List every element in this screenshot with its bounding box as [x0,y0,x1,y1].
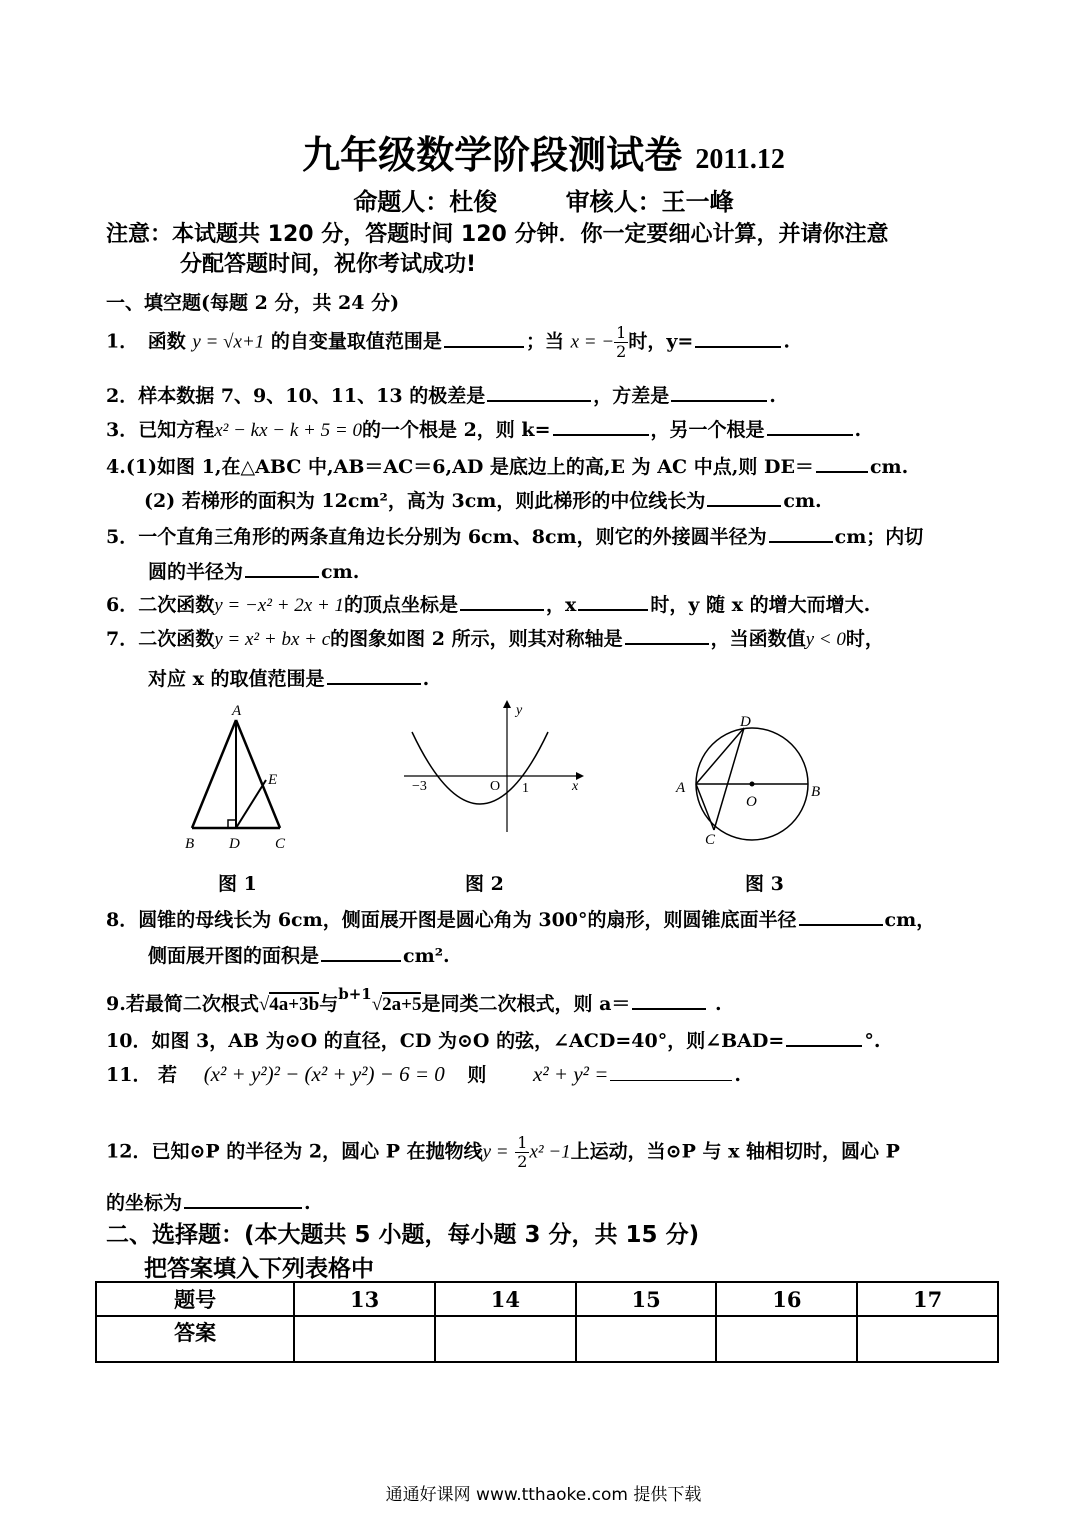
fig3-label-c: C [705,832,716,848]
q6-blank-2[interactable] [578,589,648,611]
figure-2-caption: 图 2 [465,873,504,895]
q6-blank-1[interactable] [460,589,544,611]
question-1 [106,324,790,361]
q11-text-c: . [734,1064,741,1086]
q12-frac-den: 2 [517,1152,528,1171]
fig3-label-a: A [676,780,686,796]
section2-heading: 二、选择题：(本大题共 5 小题，每小题 3 分，共 15 分) [106,1222,700,1248]
question-4-part-1 [106,451,908,479]
q9-radicand-2: 2a+5 [382,994,422,1015]
q12a-expr-b: x² −1 [529,1141,571,1163]
q9-blank[interactable] [632,988,706,1010]
fig2-label-neg3: −3 [412,779,427,794]
question-12-line-2 [106,1187,311,1215]
q1-frac-den: 2 [616,342,627,361]
q12a-expr-a: y = [482,1141,509,1163]
q9-radical-1: √4a+3b [258,994,320,1015]
question-8-line-2 [148,940,450,968]
q1-text-d: 时，y= [628,330,694,353]
notice [106,220,1006,280]
fig2-label-1: 1 [522,781,529,796]
q7b-text-b: . [422,668,430,690]
q11-text-b: 则 [467,1064,487,1086]
q4b-text-b: cm. [783,490,822,512]
q9-text-a: 9.若最简二次根式 [106,993,259,1015]
fig1-label-b: B [185,836,195,852]
fig1-label-c: C [275,836,286,852]
q3-text-d: . [854,419,862,441]
q1-text-e: . [783,330,790,353]
figure-3-circle [670,708,830,858]
q1-blank-2[interactable] [695,326,781,348]
answer-table-header-13: 13 [294,1282,435,1316]
question-2 [106,380,776,408]
q9-text-b: 与 [319,993,339,1015]
q11-text-a: 11． 若 [106,1064,178,1086]
q3-blank-1[interactable] [553,414,649,436]
q9-root-index: b+1 [338,984,372,1003]
answer-table-row-label: 答案 [96,1316,294,1362]
q6-text-c: ，x [546,594,577,616]
q1-frac-num: 1 [616,323,627,342]
section2-instruction: 把答案填入下列表格中 [144,1256,374,1282]
fig2-label-y: y [516,703,523,718]
q12-fraction [515,1134,529,1171]
q2-text-b: ，方差是 [593,385,670,407]
page-title [0,124,1087,179]
question-7-line-1 [106,623,884,651]
q3-text-b: 的一个根是 2，则 k= [361,419,551,441]
q7a-text-d: 时， [845,628,884,650]
page-footer: 通通好课网 www.tthaoke.com 提供下载 [385,1485,702,1505]
q3-text-c: ，另一个根是 [650,419,765,441]
fig1-label-d: D [229,836,240,852]
q1-expr: y = √x+1 [192,331,265,353]
q5b-text-a: 圆的半径为 [148,561,244,583]
question-8-line-1 [106,904,935,932]
question-5-line-2 [148,556,359,584]
q8b-blank[interactable] [321,940,401,962]
q5a-blank[interactable] [769,521,833,543]
q1-expr2: x = − [570,331,615,353]
notice-line-2: 分配答题时间，祝你考试成功! [180,252,477,277]
q1-text-b: 的自变量取值范围是 [270,330,442,353]
question-10 [106,1025,880,1053]
q7a-expr2: y < 0 [805,629,846,650]
q8a-text-a: 8．圆锥的母线长为 6cm，侧面展开图是圆心角为 300°的扇形，则圆锥底面半径 [106,909,797,931]
figure-1-caption: 图 1 [218,873,257,895]
answer-table-header-14: 14 [435,1282,576,1316]
q8a-text-b: cm， [884,909,936,931]
question-11 [106,1060,741,1087]
authors-line [0,182,1087,217]
answer-table-header-15: 15 [576,1282,717,1316]
fig3-label-o: O [746,794,757,810]
fig3-label-b: B [811,784,821,800]
q2-blank-2[interactable] [671,380,767,402]
q10-blank[interactable] [786,1025,862,1047]
q7b-blank[interactable] [327,663,421,685]
fig3-label-d: D [740,714,751,730]
q9-text-d: . [715,993,722,1015]
q10-text-a: 10．如图 3，AB 为⊙O 的直径，CD 为⊙O 的弦，∠ACD=40°，则∠BAD= [106,1030,785,1052]
q2-text-a: 2．样本数据 7、9、10、11、13 的极差是 [106,385,486,407]
q6-expr: y = −x² + 2x + 1 [214,595,345,616]
q7a-blank[interactable] [625,623,709,645]
fig2-label-x: x [572,779,579,794]
q12a-text-b: 上运动，当⊙P 与 x 轴相切时，圆心 P [570,1140,900,1163]
q1-text-c: ；当 [525,330,564,353]
q9-text-c: 是同类二次根式，则 a＝ [421,993,631,1015]
fig2-label-o: O [490,779,501,794]
q6-text-d: 时，y 随 x 的增大而增大. [650,594,871,616]
q9-radical-2: √2a+5 [371,994,422,1015]
answer-cell-15[interactable] [576,1316,717,1362]
q1-blank-1[interactable] [444,326,524,348]
answer-cell-13[interactable] [294,1316,435,1362]
question-6 [106,589,870,617]
answer-table [95,1281,999,1363]
notice-line-1: 注意：本试题共 120 分，答题时间 120 分钟．你一定要细心计算，并请你注意 [106,222,889,247]
q8b-text-a: 侧面展开图的面积是 [148,945,320,967]
fig1-label-e: E [268,772,278,788]
q8a-blank[interactable] [799,904,883,926]
q11-expr2: x² + y² = [533,1062,609,1086]
q12a-text-a: 12．已知⊙P 的半径为 2，圆心 P 在抛物线 [106,1140,483,1163]
figure-2-parabola [400,698,590,836]
answer-cell-17[interactable] [857,1316,998,1362]
title-text: 九年级数学阶段测试卷 [302,133,683,177]
q9-radicand-1: 4a+3b [269,994,320,1015]
question-3 [106,414,861,442]
answer-table-header-16: 16 [716,1282,857,1316]
question-4-part-2 [144,485,822,513]
q4a-text-a: 4.(1)如图 1,在△ABC 中,AB＝AC＝6,AD 是底边上的高,E 为 AC 中点,则 DE＝ [106,456,814,478]
q5b-text-b: cm. [321,561,360,583]
q5a-text-a: 5．一个直角三角形的两条直角边长分别为 6cm、8cm，则它的外接圆半径为 [106,526,767,548]
q12b-blank[interactable] [184,1187,302,1209]
q3-blank-2[interactable] [767,414,853,436]
q4a-text-b: cm. [869,456,909,478]
q4b-blank[interactable] [707,485,781,507]
q7a-text-c: ，当函数值 [710,628,806,650]
q8b-text-b: cm². [403,945,450,967]
question-5-line-1 [106,521,923,549]
answer-table-header-label: 题号 [96,1282,294,1316]
section1-heading: 一、填空题(每题 2 分，共 24 分) [106,292,400,314]
answer-table-header-17: 17 [857,1282,998,1316]
reviewer: 审核人：王一峰 [565,188,734,216]
q12-frac-num: 1 [517,1133,528,1152]
q10-text-b: °. [864,1030,881,1052]
answer-cell-14[interactable] [435,1316,576,1362]
q7a-text-b: 的图象如图 2 所示，则其对称轴是 [330,628,623,650]
q1-fraction [614,324,628,361]
q2-text-c: . [769,385,776,407]
q1-text-a: 1． 函数 [106,330,186,353]
figure-3-caption: 图 3 [745,873,784,895]
answer-table-answer-row [96,1316,998,1362]
question-12-line-1 [106,1134,900,1171]
answer-cell-16[interactable] [716,1316,857,1362]
q11-blank[interactable] [610,1060,732,1081]
q7b-text-a: 对应 x 的取值范围是 [148,668,325,690]
figure-1-triangle [176,700,296,856]
fig1-label-a: A [232,703,242,719]
q2-blank-1[interactable] [487,380,591,402]
title-year: 2011.12 [695,144,785,175]
q5a-text-b: cm；内切 [834,526,924,548]
author: 命题人：杜俊 [353,188,498,216]
answer-table-header-row [96,1282,998,1316]
question-7-line-2 [148,663,429,691]
q7a-expr: y = x² + bx + c [214,629,331,650]
q4a-blank[interactable] [816,451,868,473]
q6-text-a: 6．二次函数 [106,594,215,616]
q3-expr: x² − kx − k + 5 = 0 [214,420,362,441]
q12b-text-a: 的坐标为 [106,1192,183,1214]
q4b-text-a: (2) 若梯形的面积为 12cm²，高为 3cm，则此梯形的中位线长为 [144,490,706,512]
q7a-text-a: 7．二次函数 [106,628,215,650]
question-9 [106,984,722,1016]
q3-text-a: 3．已知方程 [106,419,215,441]
q12b-text-b: . [304,1192,311,1214]
q6-text-b: 的顶点坐标是 [344,594,459,616]
q5b-blank[interactable] [245,556,319,578]
q11-expr: (x² + y²)² − (x² + y²) − 6 = 0 [203,1062,445,1086]
